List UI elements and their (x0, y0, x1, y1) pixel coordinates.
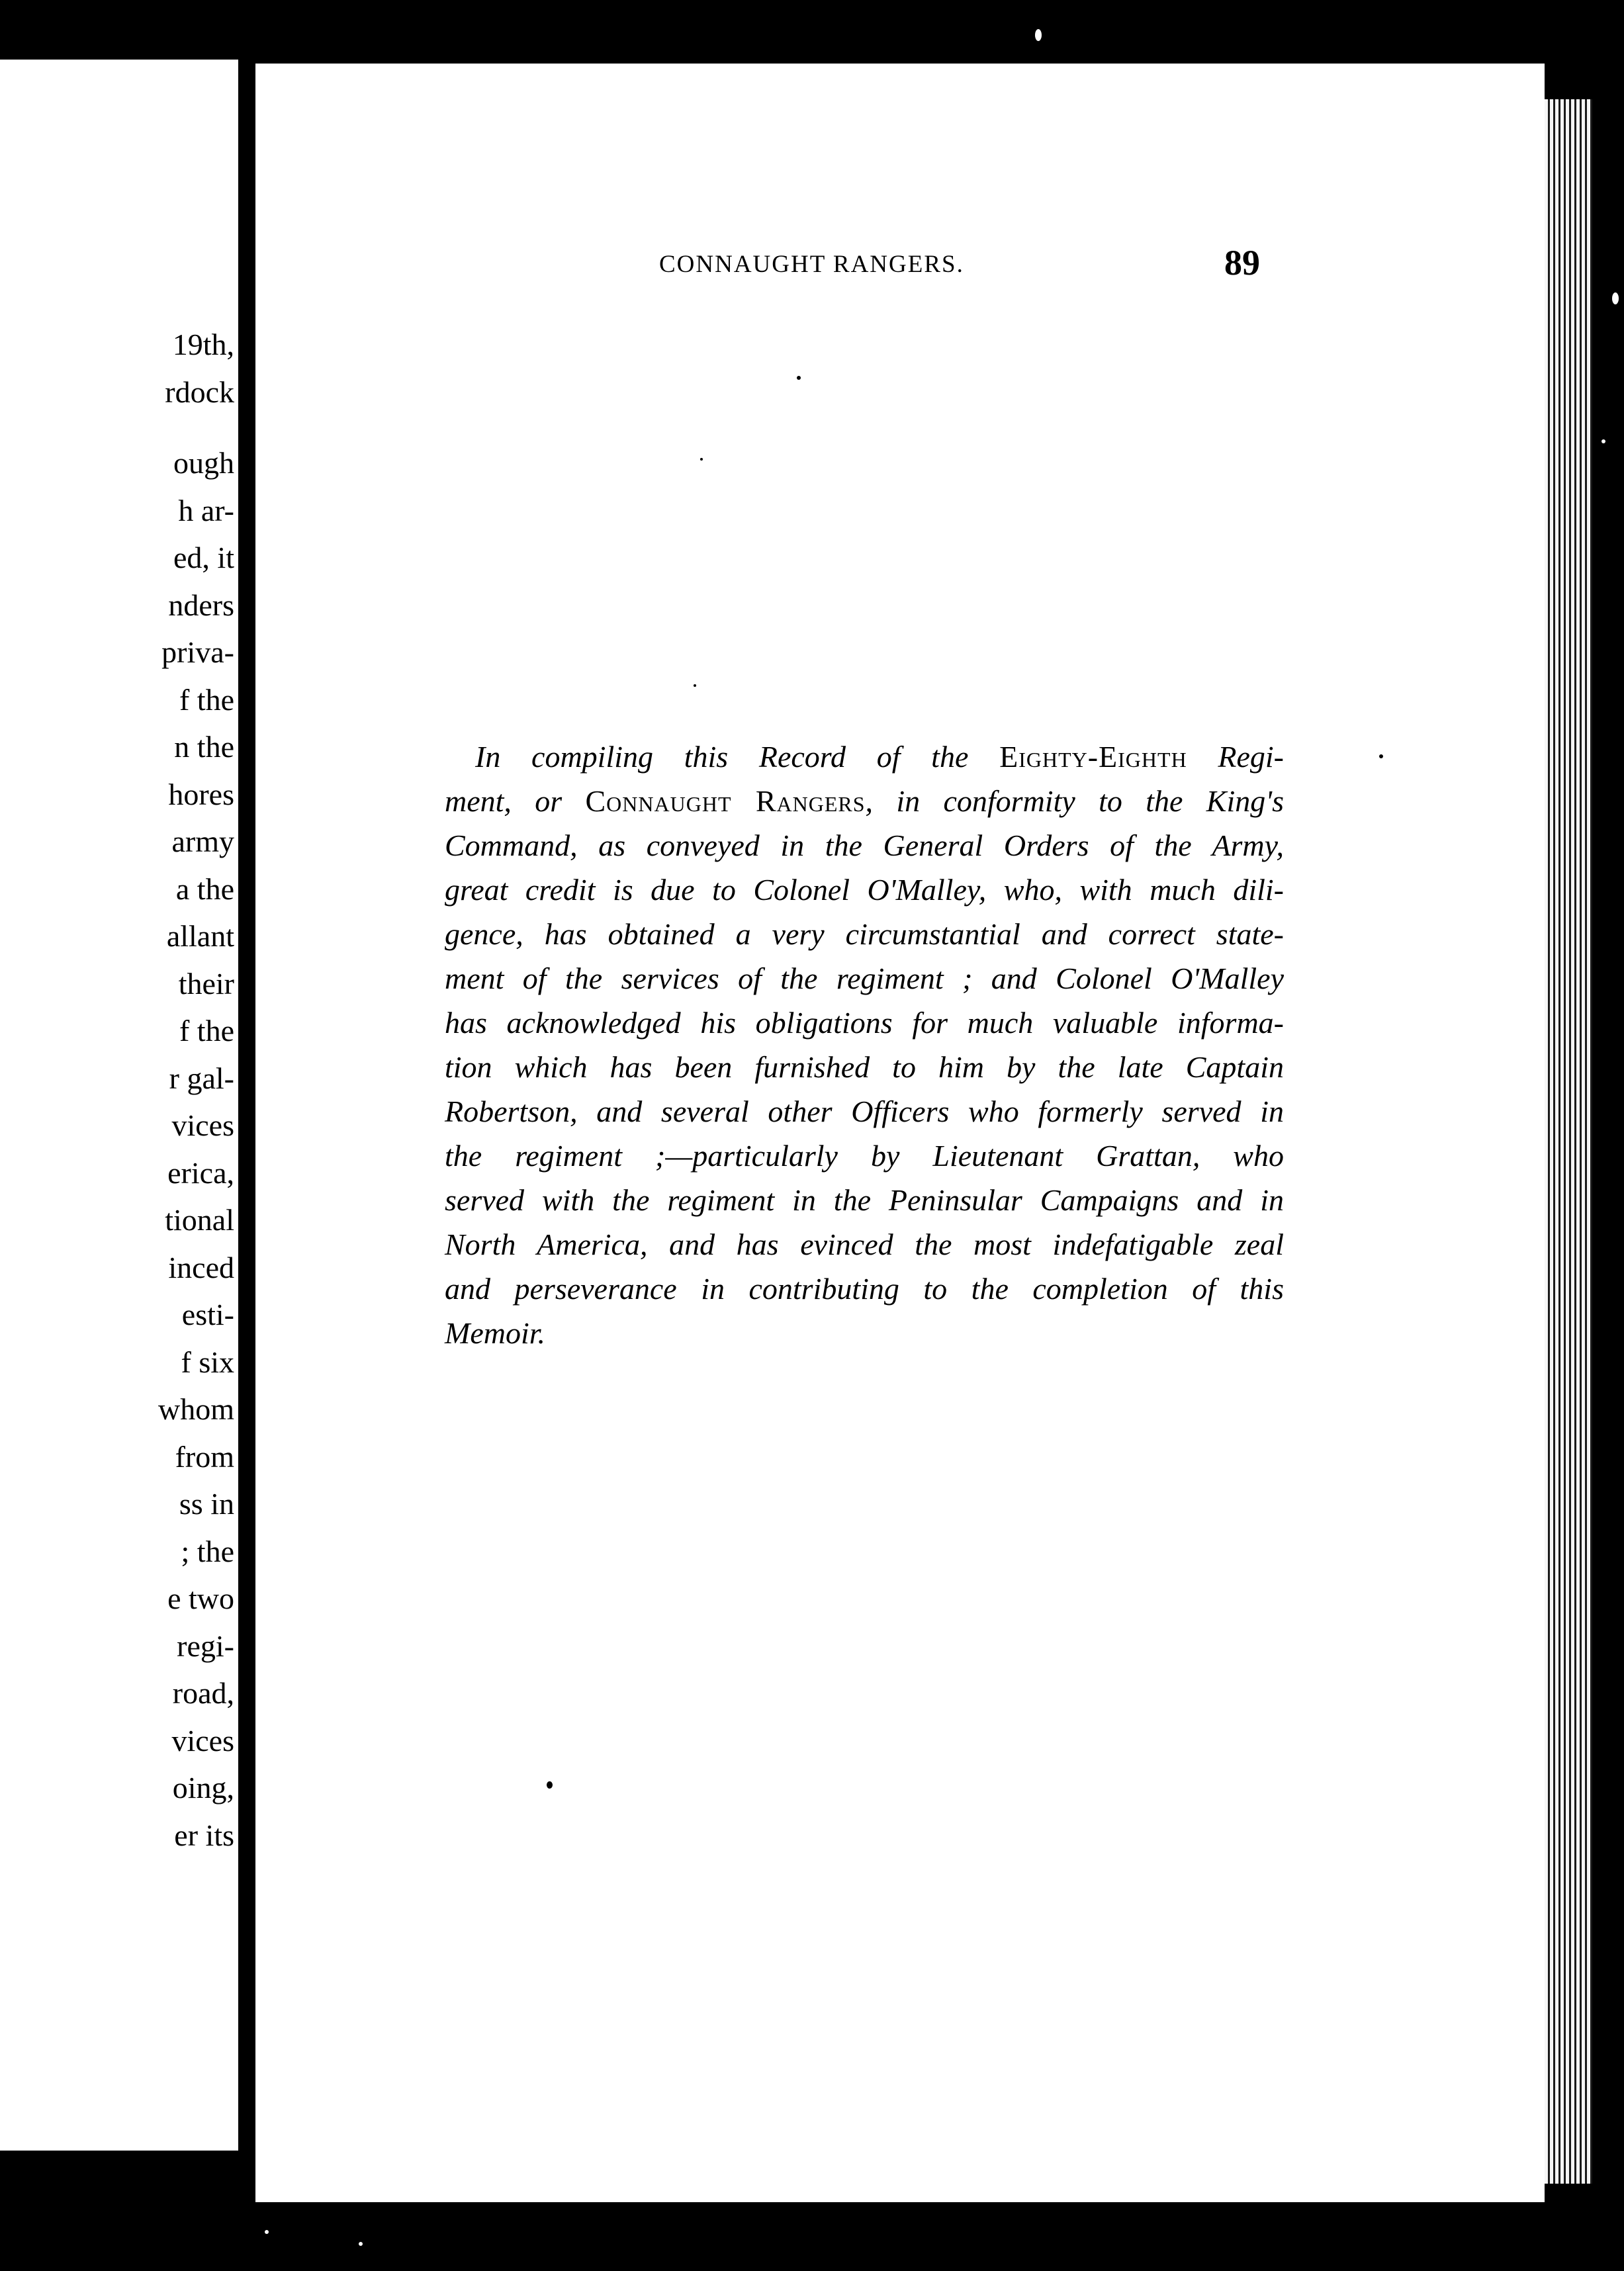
page-number: 89 (1224, 243, 1260, 283)
left-page-line: vices (171, 1108, 234, 1142)
paragraph-line (445, 779, 1284, 823)
scan-speck (797, 376, 801, 380)
regiment-number: Eighty-Eighth (999, 740, 1187, 774)
book-page-edges (1545, 99, 1592, 2184)
left-page-line: n the (174, 730, 234, 764)
left-page-line: rdock (165, 375, 234, 409)
left-page-line: f six (181, 1345, 234, 1379)
scan-speck (1601, 439, 1605, 443)
left-page-line: e two (167, 1581, 234, 1615)
left-page-line: whom (158, 1392, 234, 1426)
left-page-line: a the (175, 871, 234, 906)
paragraph-line: has acknowledged his obligations for much valuable informa- (445, 1006, 1284, 1040)
left-page-line: h ar- (178, 493, 234, 527)
left-page-line: vices (171, 1723, 234, 1758)
left-page-line: nders (168, 588, 234, 622)
paragraph-line: the regiment ;—particularly by Lieutenant Grattan, who (445, 1139, 1284, 1173)
scan-speck (694, 684, 696, 687)
scan-speck (1035, 29, 1042, 41)
line-text: Regi- (1187, 740, 1284, 774)
paragraph-line: North America, and has evinced the most indefatigable zeal (445, 1227, 1284, 1261)
paragraph-line: and perseverance in contributing to the completion of this (445, 1272, 1284, 1306)
paragraph-line (445, 735, 1284, 779)
regiment-name: Connaught Rangers (585, 784, 866, 818)
line-text: , in conformity to the King's (865, 784, 1284, 818)
left-page-line: hores (168, 777, 234, 811)
left-page-line: f the (179, 682, 234, 717)
scan-speck (1612, 292, 1619, 304)
left-page-line: 19th, (172, 328, 234, 361)
paragraph-line: ment of the services of the regiment ; and Colonel O'Malley (445, 961, 1284, 995)
left-page-line: ough (173, 446, 234, 480)
body-paragraph (445, 735, 1284, 1355)
paragraph-line: served with the regiment in the Peninsular Campaigns and in (445, 1183, 1284, 1217)
left-page-line: ed, it (173, 541, 234, 574)
left-page-line: ; the (181, 1534, 234, 1568)
left-page-line: army (171, 824, 234, 858)
left-page-line: ss in (179, 1487, 234, 1521)
left-page-line: inced (168, 1250, 234, 1284)
left-page-line: erica, (167, 1155, 234, 1190)
left-page-line: from (175, 1439, 234, 1474)
left-page-text-column (23, 321, 234, 1859)
paragraph-line: gence, has obtained a very circumstantial and correct state- (445, 917, 1284, 951)
scan-speck (359, 2242, 363, 2246)
left-page-line: er its (174, 1818, 234, 1852)
left-page-line: road, (172, 1676, 234, 1710)
running-head: CONNAUGHT RANGERS. (659, 251, 964, 278)
scan-speck (265, 2230, 269, 2234)
left-page-line: priva- (161, 635, 234, 669)
left-page-line: allant (166, 919, 234, 953)
left-page-line: tional (165, 1203, 234, 1237)
left-facing-page (0, 60, 238, 2151)
paragraph-line: great credit is due to Colonel O'Malley, who, with much dili- (445, 873, 1284, 907)
paragraph-line: Command, as conveyed in the General Orders of the Army, (445, 828, 1284, 862)
scan-speck (547, 1781, 553, 1789)
left-page-line: oing, (172, 1771, 234, 1804)
scan-speck (1379, 754, 1383, 758)
paragraph-line: tion which has been furnished to him by the late Captain (445, 1050, 1284, 1084)
paragraph-line: Robertson, and several other Officers who formerly served in (445, 1094, 1284, 1128)
left-page-line: their (178, 966, 234, 1001)
line-text: In compiling this Record of the (475, 740, 1000, 774)
line-text: ment, or (445, 784, 586, 818)
left-page-line: r gal- (169, 1061, 234, 1095)
left-page-line: f the (179, 1014, 234, 1047)
left-page-line: esti- (181, 1298, 234, 1331)
paragraph-line: Memoir. (445, 1316, 546, 1350)
left-page-line: regi- (177, 1628, 234, 1663)
scan-speck (700, 458, 703, 461)
